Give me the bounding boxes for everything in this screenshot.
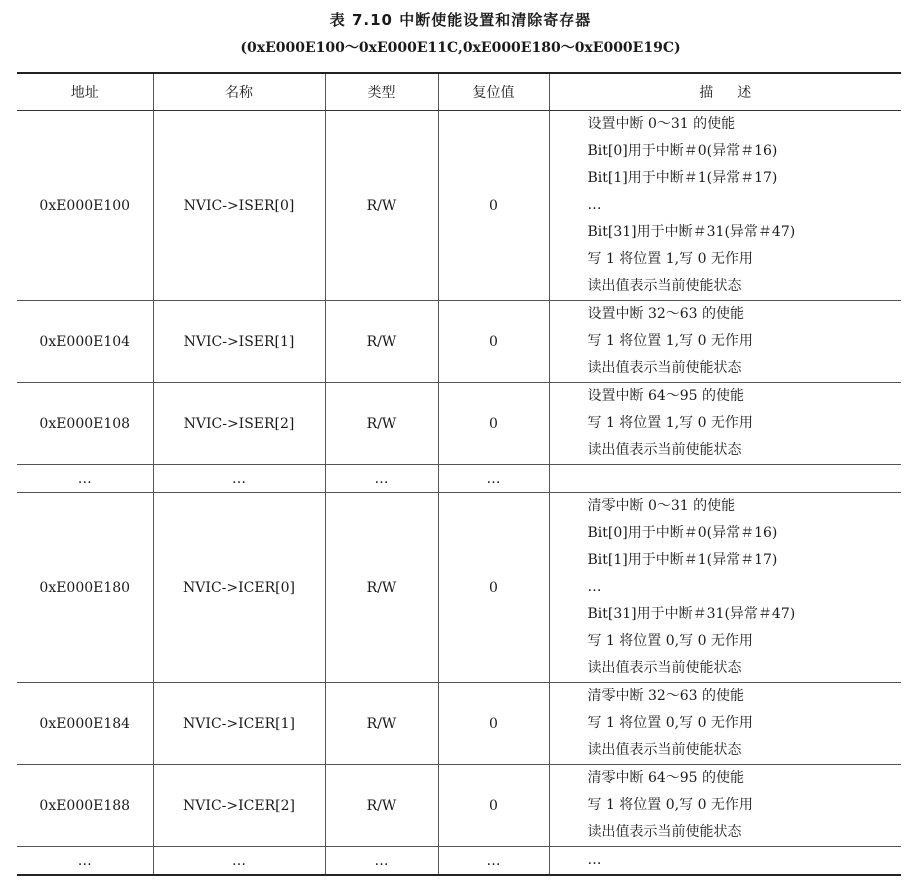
cell-type: R/W <box>325 683 438 765</box>
description-line: 写 1 将位置 1,写 0 无作用 <box>587 415 753 431</box>
table-row <box>17 765 901 847</box>
description-line: … <box>587 852 602 868</box>
cell-description <box>549 493 901 683</box>
cell-name: … <box>153 465 325 493</box>
cell-description <box>549 111 901 301</box>
description-line: … <box>587 197 602 213</box>
cell-description <box>549 765 901 847</box>
description-line: 读出值表示当前使能状态 <box>587 742 742 758</box>
description-line: 读出值表示当前使能状态 <box>587 824 742 840</box>
description-line: 设置中断 64～95 的使能 <box>587 388 745 404</box>
cell-reset: 0 <box>438 301 549 383</box>
description-line: Bit[0]用于中断＃0(异常＃16) <box>587 525 778 541</box>
description-line: Bit[31]用于中断＃31(异常＃47) <box>587 224 796 240</box>
cell-address: 0xE000E108 <box>17 383 153 465</box>
description-line: Bit[31]用于中断＃31(异常＃47) <box>587 606 796 622</box>
description-line: 写 1 将位置 0,写 0 无作用 <box>587 797 753 813</box>
table-row <box>17 465 901 493</box>
cell-type: … <box>325 847 438 876</box>
description-line: 设置中断 32～63 的使能 <box>587 306 745 322</box>
description-line: 清零中断 0～31 的使能 <box>587 498 736 514</box>
description-line: 写 1 将位置 0,写 0 无作用 <box>587 633 753 649</box>
cell-description <box>549 465 901 493</box>
header-type: 类型 <box>325 73 438 111</box>
description-line: 读出值表示当前使能状态 <box>587 442 742 458</box>
cell-reset: 0 <box>438 111 549 301</box>
cell-description <box>549 683 901 765</box>
table-title: 表 7.10 中断使能设置和清除寄存器 <box>329 11 592 29</box>
cell-name: NVIC->ISER[0] <box>153 111 325 301</box>
header-description: 描述 <box>549 73 901 111</box>
description-line <box>588 465 902 492</box>
table-body <box>17 111 901 876</box>
table-row <box>17 111 901 301</box>
table-row <box>17 683 901 765</box>
table-header-row <box>17 73 901 111</box>
cell-address: 0xE000E104 <box>17 301 153 383</box>
table-row <box>17 301 901 383</box>
cell-type: … <box>325 465 438 493</box>
description-line: 读出值表示当前使能状态 <box>587 278 742 294</box>
cell-reset: 0 <box>438 493 549 683</box>
cell-type: R/W <box>325 111 438 301</box>
table-row <box>17 383 901 465</box>
cell-type: R/W <box>325 301 438 383</box>
table-row <box>17 847 901 876</box>
description-line: Bit[1]用于中断＃1(异常＃17) <box>587 170 778 186</box>
cell-name: NVIC->ICER[1] <box>153 683 325 765</box>
cell-address: 0xE000E100 <box>17 111 153 301</box>
description-line: 读出值表示当前使能状态 <box>587 360 742 376</box>
cell-description <box>549 847 901 876</box>
description-line: 读出值表示当前使能状态 <box>587 660 742 676</box>
cell-type: R/W <box>325 765 438 847</box>
cell-type: R/W <box>325 493 438 683</box>
description-line: … <box>587 579 602 595</box>
description-line: 写 1 将位置 1,写 0 无作用 <box>587 333 753 349</box>
cell-name: NVIC->ISER[2] <box>153 383 325 465</box>
cell-description <box>549 301 901 383</box>
cell-description <box>549 383 901 465</box>
cell-name: NVIC->ISER[1] <box>153 301 325 383</box>
header-address: 地址 <box>17 73 153 111</box>
cell-reset: 0 <box>438 383 549 465</box>
cell-address: … <box>17 465 153 493</box>
cell-reset: … <box>438 847 549 876</box>
description-line: 清零中断 64～95 的使能 <box>587 770 745 786</box>
description-line: 写 1 将位置 1,写 0 无作用 <box>587 251 753 267</box>
table-row <box>17 493 901 683</box>
description-line: 写 1 将位置 0,写 0 无作用 <box>587 715 753 731</box>
cell-name: … <box>153 847 325 876</box>
description-line: Bit[1]用于中断＃1(异常＃17) <box>587 552 778 568</box>
cell-reset: … <box>438 465 549 493</box>
header-reset: 复位值 <box>438 73 549 111</box>
table-subtitle: (0xE000E100～0xE000E11C,0xE000E180～0xE000E19C) <box>240 40 681 56</box>
description-line: Bit[0]用于中断＃0(异常＃16) <box>587 143 778 159</box>
description-line: 设置中断 0～31 的使能 <box>587 116 736 132</box>
cell-address: 0xE000E188 <box>17 765 153 847</box>
cell-type: R/W <box>325 383 438 465</box>
cell-reset: 0 <box>438 683 549 765</box>
header-name: 名称 <box>153 73 325 111</box>
cell-address: … <box>17 847 153 876</box>
cell-address: 0xE000E184 <box>17 683 153 765</box>
cell-address: 0xE000E180 <box>17 493 153 683</box>
cell-name: NVIC->ICER[0] <box>153 493 325 683</box>
cell-reset: 0 <box>438 765 549 847</box>
cell-name: NVIC->ICER[2] <box>153 765 325 847</box>
description-line: 清零中断 32～63 的使能 <box>587 688 745 704</box>
register-table <box>17 72 901 876</box>
